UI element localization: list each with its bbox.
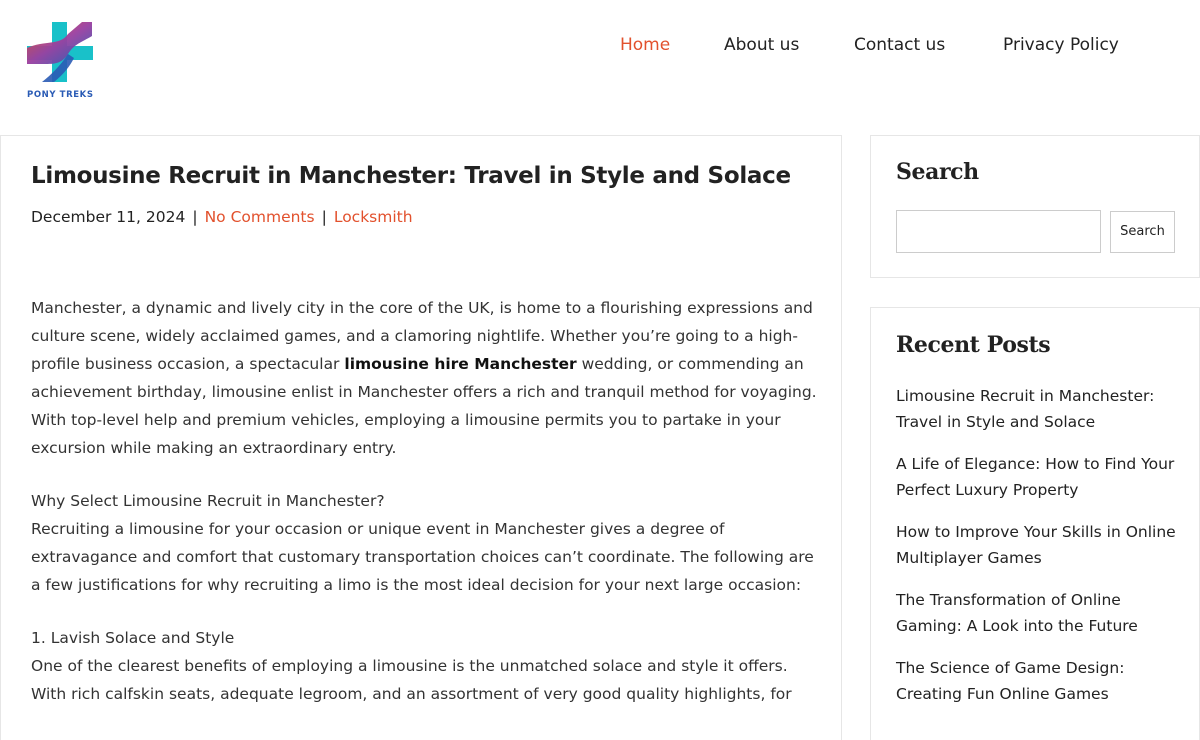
search-button[interactable]: Search	[1110, 211, 1175, 253]
section-lavish	[31, 624, 821, 708]
recent-posts-widget	[870, 307, 1200, 740]
comments-link[interactable]: No Comments	[204, 208, 315, 226]
nav-contact-us[interactable]: Contact us	[854, 35, 946, 55]
recent-posts-list	[896, 383, 1186, 723]
search-widget	[870, 135, 1200, 278]
site-header	[0, 0, 1200, 134]
intro-paragraph	[31, 294, 821, 462]
recent-post-link[interactable]: The Science of Game Design: Creating Fun Online Games	[896, 659, 1125, 703]
meta-separator: |	[321, 208, 327, 226]
section-heading: 1. Lavish Solace and Style	[31, 629, 235, 647]
logo-text: PONY TREKS	[27, 90, 94, 100]
recent-post-link[interactable]: Limousine Recruit in Manchester: Travel in Style and Solace	[896, 387, 1155, 431]
keyword-bold: limousine hire Manchester	[344, 355, 577, 373]
paragraph-text: One of the clearest benefits of employing a limousine is the unmatched solace and style it offers. With rich calfskin seats, adequate legroom, and an assortment of very good quality highlights, for	[31, 657, 792, 703]
section-why	[31, 487, 821, 599]
recent-posts-title: Recent Posts	[896, 332, 1051, 358]
category-link[interactable]: Locksmith	[333, 208, 413, 226]
meta-separator: |	[192, 208, 198, 226]
recent-post-link[interactable]: How to Improve Your Skills in Online Multiplayer Games	[896, 523, 1176, 567]
nav-about-us[interactable]: About us	[724, 35, 800, 55]
section-heading: Why Select Limousine Recruit in Manchester?	[31, 492, 385, 510]
paragraph-text: Manchester, a dynamic and lively city in the core of the UK, is home to a flourishing expressions and culture scene, widely acclaimed games, and a clamoring nightlife. Whether you’re going to a high-profile business occasion, a spectacular	[31, 299, 813, 373]
nav-privacy-policy[interactable]: Privacy Policy	[1003, 35, 1119, 55]
recent-post-link[interactable]: A Life of Elegance: How to Find Your Perfect Luxury Property	[896, 455, 1175, 499]
post-article	[0, 135, 842, 740]
main-nav	[0, 33, 1200, 57]
search-widget-title: Search	[896, 159, 979, 185]
post-meta	[31, 208, 413, 226]
nav-home[interactable]: Home	[620, 35, 671, 55]
search-input[interactable]	[896, 210, 1101, 253]
post-content	[31, 294, 821, 733]
post-title: Limousine Recruit in Manchester: Travel in Style and Solace	[31, 163, 791, 189]
paragraph-text: Recruiting a limousine for your occasion or unique event in Manchester gives a degree of extravagance and comfort that customary transportation choices can’t coordinate. The following are a few justifications for why recruiting a limo is the most ideal decision for your next large occasion:	[31, 520, 814, 594]
paragraph-text: wedding, or commending an achievement birthday, limousine enlist in Manchester offers a rich and tranquil method for voyaging. With top-level help and premium vehicles, employing a limousine permits you to partake in your excursion while making an extraordinary entry.	[31, 355, 817, 457]
post-date: December 11, 2024	[31, 208, 186, 226]
recent-post-link[interactable]: The Transformation of Online Gaming: A Look into the Future	[896, 591, 1138, 635]
